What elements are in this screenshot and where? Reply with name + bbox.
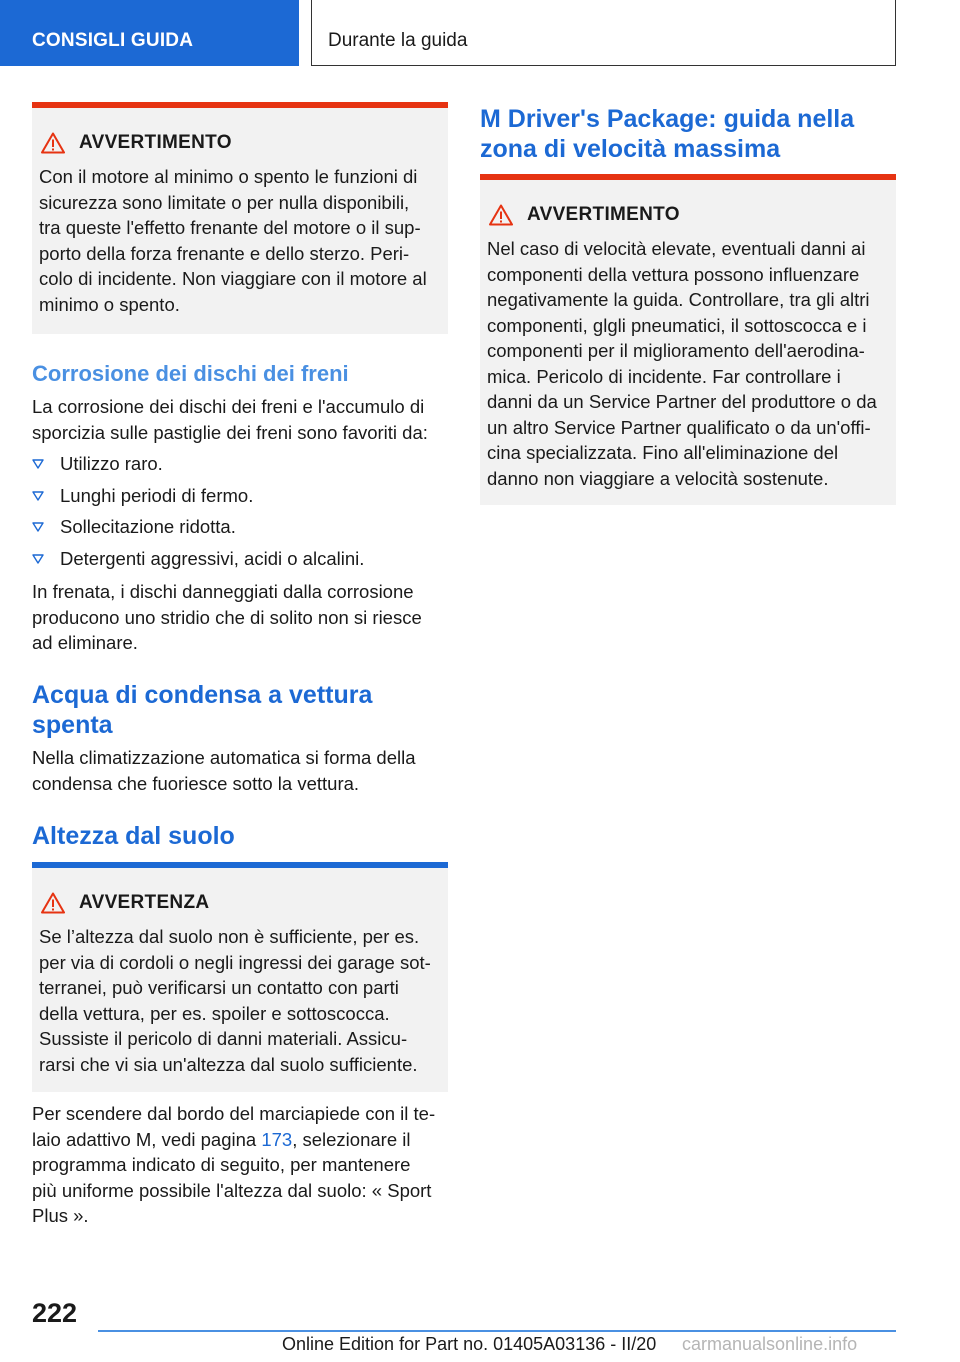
list-item-text: Lunghi periodi di fermo.: [60, 484, 254, 506]
warning-header: [39, 888, 441, 918]
triangle-bullet-icon: [32, 459, 44, 469]
warning-text-line: per via di cordoli o negli ingressi dei garage sot‐: [39, 951, 431, 973]
warning-title: AVVERTENZA: [79, 892, 210, 913]
warning-text-line: Se l’altezza dal suolo non è sufficiente, per es.: [39, 926, 420, 947]
heading-ground-clearance: Altezza dal suolo: [32, 822, 235, 850]
warning-triangle-icon: [489, 204, 513, 226]
list-item: [32, 546, 448, 572]
warning-triangle-icon: [41, 132, 65, 154]
warning-text-line: negativamente la guida. Controllare, tra gli altri: [487, 289, 870, 310]
body-text-line: Nella climatizzazione automatica si forma della: [32, 747, 416, 768]
ground-clearance-paragraph: [32, 1101, 448, 1229]
body-text-line: condensa che fuoriesce sotto la vettura.: [32, 772, 360, 794]
warning-header: [39, 128, 441, 158]
warning-text-line: colo di incidente. Non viaggiare con il motore al: [39, 268, 427, 289]
page-link-173[interactable]: 173: [261, 1128, 293, 1150]
triangle-bullet-icon: [32, 522, 44, 532]
body-text-line: Plus ».: [32, 1205, 89, 1226]
body-text-line: Per scendere dal bordo del marciapiede con il te‐: [32, 1103, 436, 1124]
warning-text-line: rarsi che vi sia un'altezza dal suolo sufficiente.: [39, 1053, 418, 1075]
body-text-line: producono uno stridio che di solito non si riesce: [32, 606, 422, 628]
edition-text: Online Edition for Part no. 01405A03136 - II/20: [282, 1334, 657, 1354]
heading-line: Acqua di condensa a vettura: [32, 681, 373, 709]
warning-text-line: componenti della vettura possono influenzare: [487, 263, 860, 285]
body-text-line: più uniforme possibile l'altezza dal suolo: « Sport: [32, 1179, 432, 1201]
warning-text-line: Sussiste il pericolo di danni materiali. Assicu‐: [39, 1028, 408, 1049]
warning-text-line: tra queste l'effetto frenante del motore o il sup‐: [39, 217, 421, 238]
heading-line: spenta: [32, 711, 113, 739]
list-item-text: Utilizzo raro.: [60, 453, 163, 474]
list-item: [32, 483, 448, 509]
warning-text-line: componenti per il miglioramento dell'aerodina‐: [487, 340, 865, 361]
corrosion-outro: [32, 579, 448, 656]
heading-brake-corrosion: Corrosione dei dischi dei freni: [32, 361, 349, 386]
corrosion-bullet-list: [32, 451, 448, 577]
warning-text-line: porto della forza frenante e dello sterzo. Peri‐: [39, 242, 410, 264]
body-text: , selezionare il: [292, 1128, 411, 1150]
warning-triangle-icon: [41, 892, 65, 914]
warning-text-line: sicurezza sono limitate o per nulla disponibili,: [39, 191, 410, 213]
list-item: [32, 451, 448, 477]
body-text-line: sporcizia sulle pastiglie dei freni sono favoriti da:: [32, 421, 428, 443]
warning-text-line: cina specializzata. Fino all'eliminazione del: [487, 442, 839, 463]
triangle-bullet-icon: [32, 554, 44, 564]
warning-text-line: un altro Service Partner qualificato o da un'offi‐: [487, 416, 871, 438]
page-header: [0, 0, 960, 66]
warning-text-line: minimo o spento.: [39, 293, 180, 315]
footer-divider: [98, 1330, 896, 1332]
warning-box-engine: [32, 102, 448, 334]
heading-line: zona di velocità massima: [480, 135, 781, 163]
condensation-text: [32, 745, 448, 796]
list-item-text: Sollecitazione ridotta.: [60, 516, 236, 537]
warning-text-line: componenti, glgli pneumatici, il sottoscocca e i: [487, 314, 867, 336]
corrosion-intro: [32, 394, 448, 445]
body-text-line: programma indicato di seguito, per mantenere: [32, 1154, 411, 1175]
warning-text-line: Nel caso di velocità elevate, eventuali danni ai: [487, 238, 866, 259]
warning-text-line: della vettura, per es. spoiler e sottoscocca.: [39, 1002, 390, 1024]
body-text-line: ad eliminare.: [32, 632, 138, 653]
heading-m-drivers-package: [480, 104, 854, 164]
watermark-text: carmanualsonline.info: [682, 1334, 858, 1354]
list-item: [32, 514, 448, 540]
warning-header: [487, 200, 889, 230]
body-text: laio adattivo M, vedi pagina: [32, 1128, 262, 1150]
heading-line: M Driver's Package: guida nella: [480, 105, 855, 133]
list-item-text: Detergenti aggressivi, acidi o alcalini.: [60, 547, 365, 569]
warning-title: AVVERTIMENTO: [79, 132, 232, 153]
chapter-title: Durante la guida: [311, 0, 896, 66]
warning-text-line: Con il motore al minimo o spento le funzioni di: [39, 166, 418, 187]
page-number: 222: [32, 1298, 78, 1328]
warning-text-line: terranei, può verificarsi un contatto con parti: [39, 977, 399, 998]
warning-box-high-speed: [480, 174, 896, 505]
body-text-line: [32, 1127, 448, 1153]
body-text-line: In frenata, i dischi danneggiati dalla corrosione: [32, 581, 414, 602]
warning-text-line: danni da un Service Partner del produttore o da: [487, 391, 877, 412]
warning-title: AVVERTIMENTO: [527, 204, 680, 225]
body-text-line: La corrosione dei dischi dei freni e l'accumulo di: [32, 396, 425, 417]
triangle-bullet-icon: [32, 491, 44, 501]
warning-text-line: danno non viaggiare a velocità sostenute.: [487, 467, 829, 489]
warning-text-line: mica. Pericolo di incidente. Far controllare i: [487, 365, 841, 387]
section-tab: CONSIGLI GUIDA: [0, 0, 299, 66]
caution-box-ground: [32, 862, 448, 1092]
heading-condensation: [32, 680, 372, 740]
